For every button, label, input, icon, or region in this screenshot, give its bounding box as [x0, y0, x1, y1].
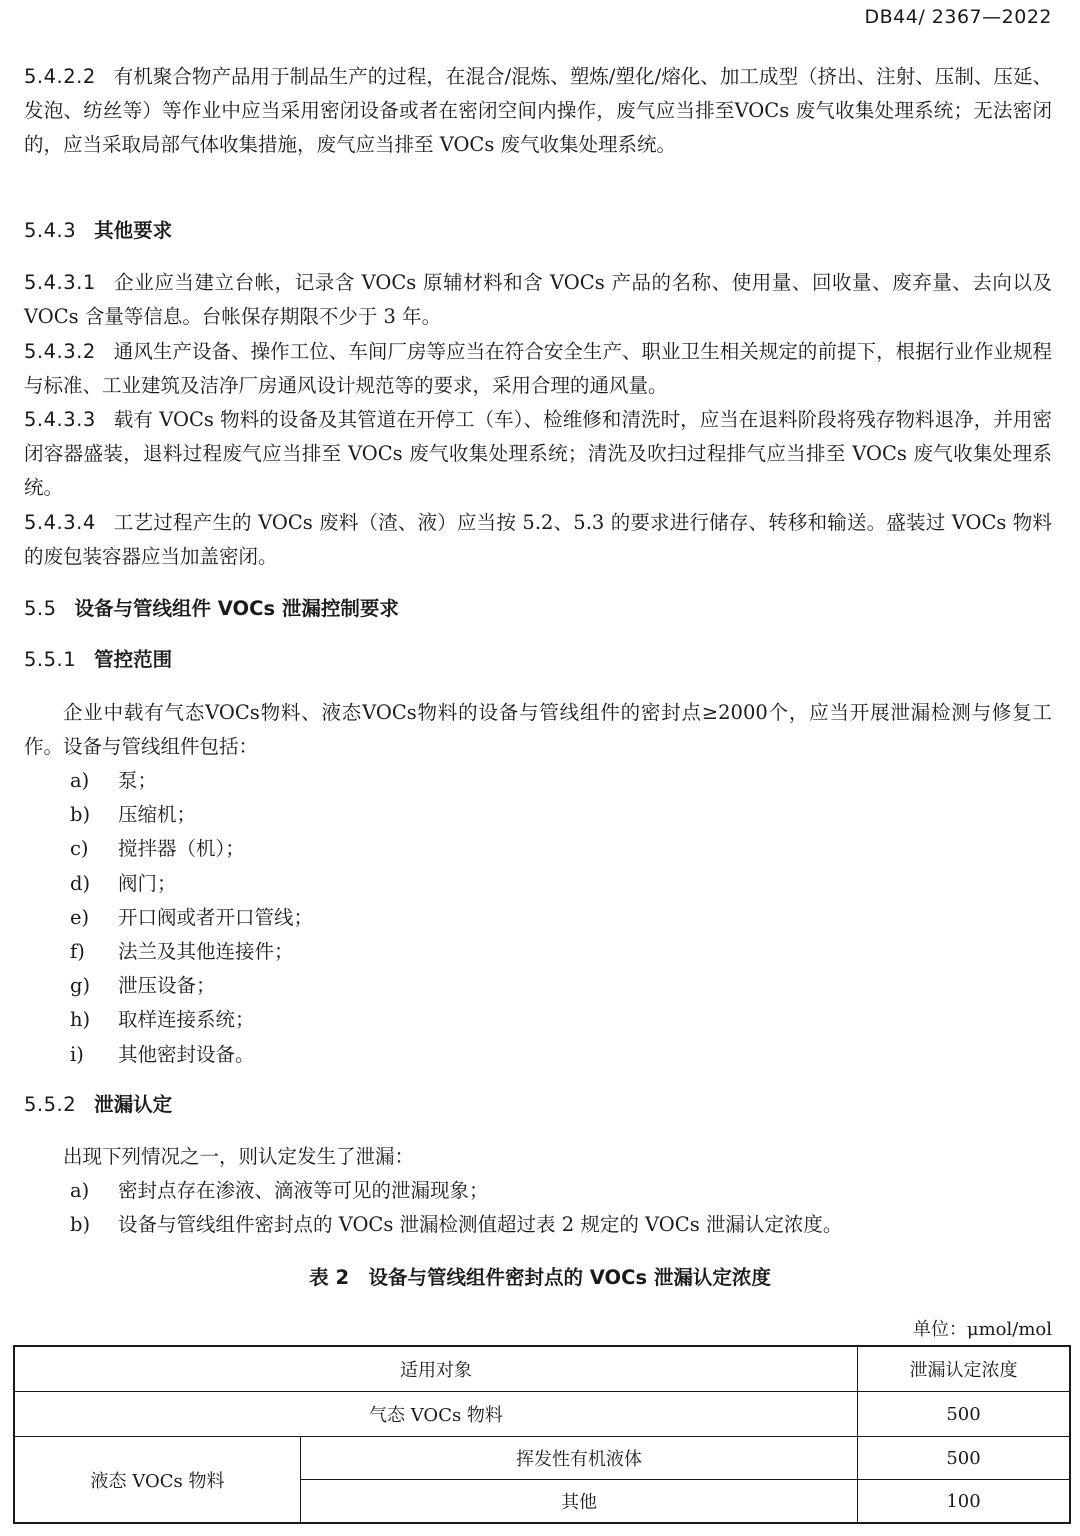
list-item: i) 其他密封设备。	[70, 1042, 255, 1066]
list-item: b) 设备与管线组件密封点的 VOCs 泄漏检测值超过表 2 规定的 VOCs 泄漏认定浓度。	[70, 1213, 843, 1237]
list-item: c) 搅拌器（机）；	[70, 837, 245, 861]
leak-intro: 出现下列情况之一，则认定发生了泄漏：	[63, 1145, 415, 1168]
section-title: 设备与管线组件 VOCs 泄漏控制要求	[74, 597, 399, 620]
cell-gas-value: 500	[857, 1392, 1070, 1437]
table-unit: 单位：μmol/mol	[912, 1319, 1052, 1340]
section-number: 5.5	[24, 597, 57, 620]
section-heading-5-5-1	[24, 643, 172, 677]
clause-5-4-3-3	[24, 403, 1052, 505]
clause-number: 5.4.2.2	[24, 65, 96, 88]
section-heading-5-4-3	[24, 214, 172, 248]
cell-liquid-sub: 其他	[301, 1480, 858, 1524]
list-item: h) 取样连接系统；	[70, 1008, 255, 1032]
table-header-row	[14, 1346, 1070, 1392]
clause-text: 工艺过程产生的 VOCs 废料（渣、液）应当按 5.2、5.3 的要求进行储存、转移和输送。盛装过 VOCs 物料的废包装容器应当加盖密闭。	[24, 511, 1052, 568]
scope-intro: 企业中载有气态VOCs物料、液态VOCs物料的设备与管线组件的密封点≥2000个，应当开展泄漏检测与修复工作。设备与管线组件包括：	[24, 701, 1052, 758]
section-heading-5-5-2	[24, 1088, 172, 1122]
equipment-list	[70, 764, 313, 1072]
list-item: d) 阀门；	[70, 871, 177, 895]
section-number: 5.4.3	[24, 219, 77, 242]
leak-concentration-table	[13, 1345, 1071, 1524]
clause-text: 通风生产设备、操作工位、车间厂房等应当在符合安全生产、职业卫生相关规定的前提下，根据行业作业规程与标准、工业建筑及洁净厂房通风设计规范等的要求，采用合理的通风量。	[24, 340, 1052, 397]
section-number: 5.5.2	[24, 1093, 77, 1116]
list-item: a) 密封点存在渗液、滴液等可见的泄漏现象；	[70, 1179, 489, 1202]
clause-5-4-2-2	[24, 60, 1052, 162]
clause-text: 企业应当建立台帐，记录含 VOCs 原辅材料和含 VOCs 产品的名称、使用量、回收量、废弃量、去向以及 VOCs 含量等信息。台帐保存期限不少于 3 年。	[24, 271, 1052, 328]
table-title: 表 2 设备与管线组件密封点的 VOCs 泄漏认定浓度	[309, 1266, 771, 1289]
clause-number: 5.4.3.3	[24, 408, 96, 431]
clause-text: 有机聚合物产品用于制品生产的过程，在混合/混炼、塑炼/塑化/熔化、加工成型（挤出、注射、压制、压延、发泡、纺丝等）等作业中应当采用密闭设备或者在密闭空间内操作，废气应当排至VOCs 废气收集处理系统；无法密闭的，应当采取局部气体收集措施，废气应当排至 VOCs 废气收集处理系统。	[24, 65, 1052, 156]
clause-5-4-3-2	[24, 335, 1052, 403]
leak-criteria-list	[70, 1174, 842, 1242]
list-item: b) 压缩机；	[70, 803, 197, 827]
list-item: f) 法兰及其他连接件；	[70, 940, 294, 964]
section-title: 管控范围	[94, 648, 173, 671]
table-row	[14, 1437, 1070, 1480]
section-heading-5-5	[24, 592, 399, 626]
cell-liquid-sub: 挥发性有机液体	[301, 1437, 858, 1480]
section-title: 泄漏认定	[94, 1093, 173, 1116]
clause-number: 5.4.3.2	[24, 340, 96, 363]
section-title: 其他要求	[94, 219, 173, 242]
header-cell-concentration: 泄漏认定浓度	[857, 1346, 1070, 1392]
cell-liquid-value: 100	[857, 1480, 1070, 1524]
clause-5-4-3-4	[24, 506, 1052, 574]
document-id: DB44/ 2367—2022	[864, 6, 1052, 28]
cell-liquid-value: 500	[857, 1437, 1070, 1480]
clause-number: 5.4.3.1	[24, 271, 96, 294]
list-item: a) 泵；	[70, 769, 158, 792]
list-item: g) 泄压设备；	[70, 974, 216, 998]
clause-number: 5.4.3.4	[24, 511, 96, 534]
cell-gas-object: 气态 VOCs 物料	[14, 1392, 857, 1437]
cell-liquid-group: 液态 VOCs 物料	[14, 1437, 301, 1524]
section-number: 5.5.1	[24, 648, 77, 671]
clause-5-4-3-1	[24, 266, 1052, 334]
table-row	[14, 1392, 1070, 1437]
header-cell-object: 适用对象	[14, 1346, 857, 1392]
clause-text: 载有 VOCs 物料的设备及其管道在开停工（车）、检维修和清洗时，应当在退料阶段将残存物料退净，并用密闭容器盛装，退料过程废气应当排至 VOCs 废气收集处理系统；清洗及吹扫过程排气应当排至 VOCs 废气收集处理系统。	[24, 408, 1052, 499]
list-item: e) 开口阀或者开口管线；	[70, 905, 314, 929]
